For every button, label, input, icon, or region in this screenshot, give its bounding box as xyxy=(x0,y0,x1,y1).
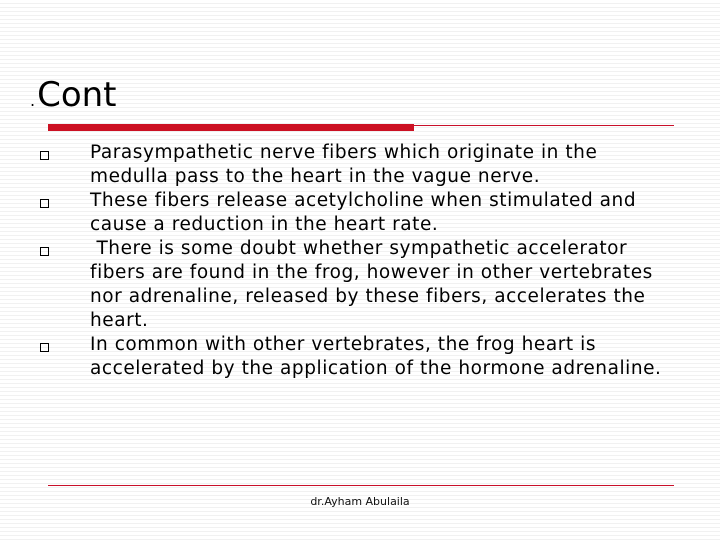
bullet-list xyxy=(40,141,680,381)
footer-author: dr.Ayham Abulaila xyxy=(310,495,410,508)
bullet-text: In common with other vertebrates, the frog heart is accelerated by the application of the hormone adrenaline. xyxy=(90,334,662,379)
bullet-text: These fibers release acetylcholine when stimulated and cause a reduction in the heart rate. xyxy=(90,190,637,235)
square-bullet-icon xyxy=(40,151,49,160)
slide-title xyxy=(30,74,117,120)
square-bullet-icon xyxy=(40,343,49,352)
square-bullet-icon xyxy=(40,199,49,208)
bullet-item xyxy=(40,189,680,237)
bullet-text: There is some doubt whether sympathetic accelerator fibers are found in the frog, however in other vertebrates nor adrenaline, released by these fibers, accelerates the heart. xyxy=(90,238,660,331)
title-underline-line xyxy=(414,125,674,126)
title-text: Cont xyxy=(37,75,117,115)
footer-divider xyxy=(48,485,674,486)
square-bullet-icon xyxy=(40,247,49,256)
bullet-text: Parasympathetic nerve fibers which originate in the medulla pass to the heart in the vague nerve. xyxy=(90,142,598,187)
bullet-item xyxy=(40,141,680,189)
title-dot: . xyxy=(30,91,36,110)
bullet-item xyxy=(40,237,680,333)
title-underline-bar xyxy=(48,124,414,131)
bullet-item xyxy=(40,333,680,381)
